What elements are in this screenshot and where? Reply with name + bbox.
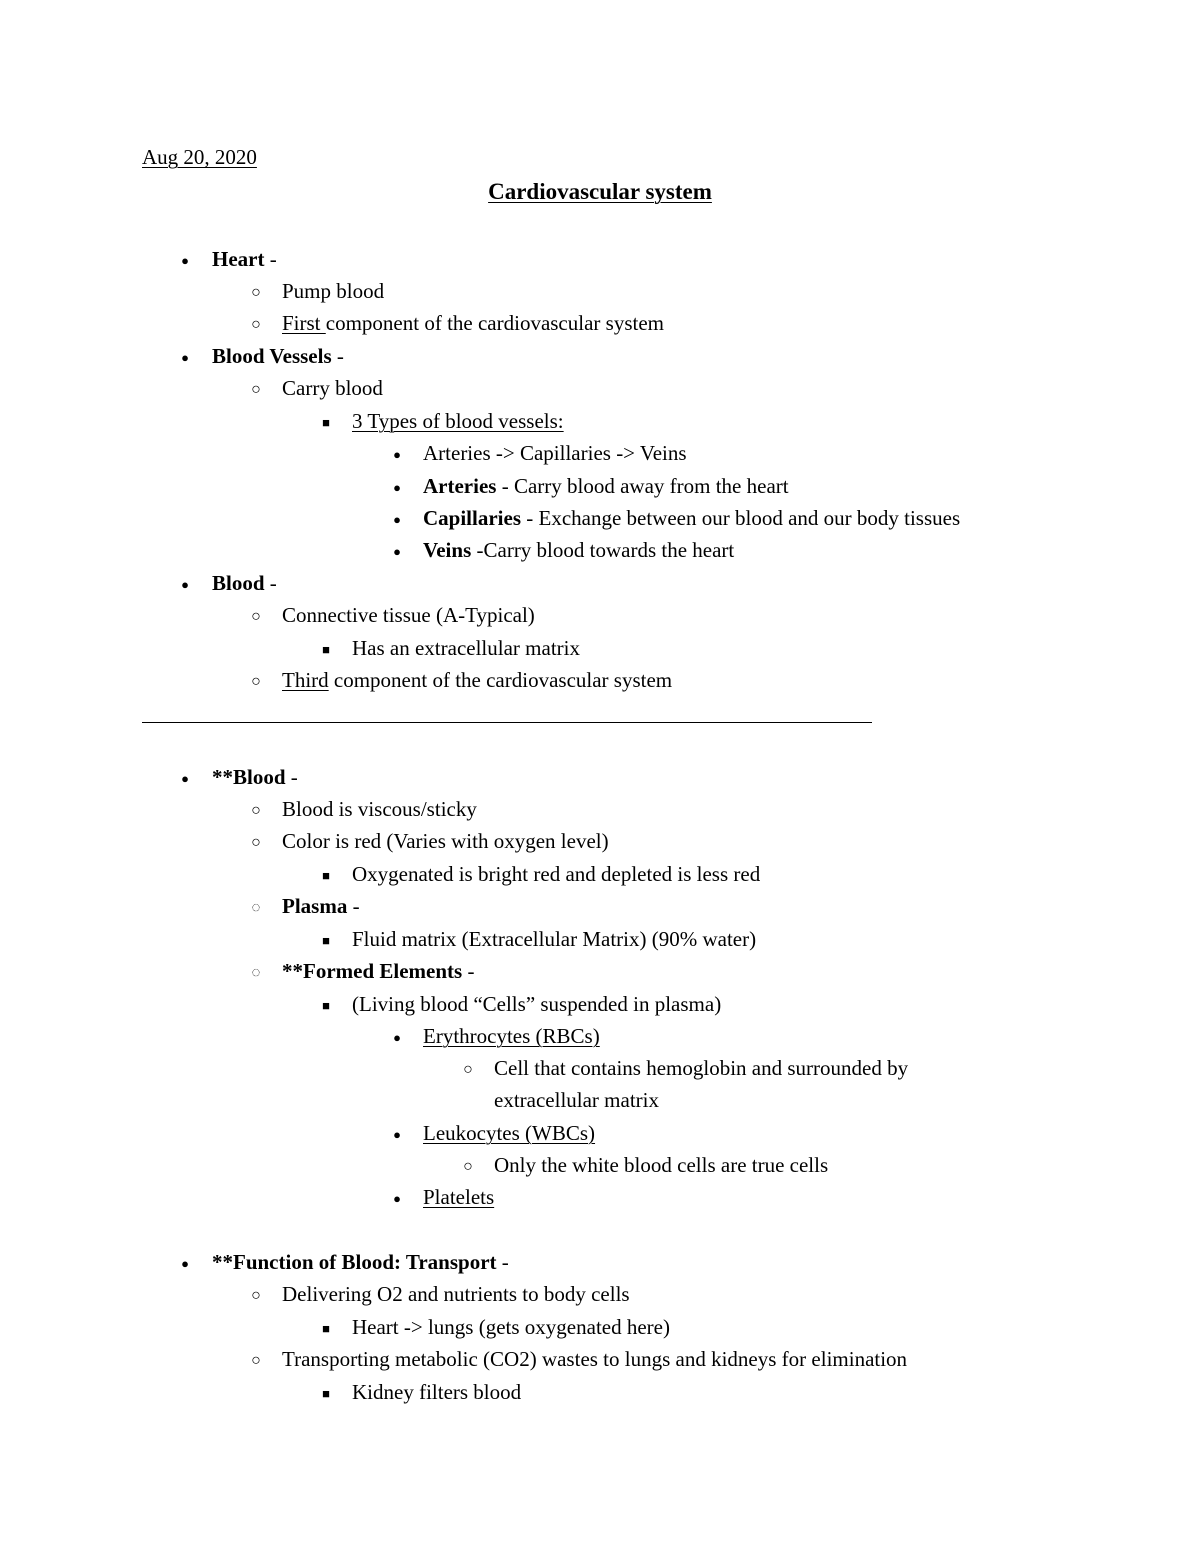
bullet-dotted-circle-icon: [245, 890, 267, 924]
item-text: Carry blood: [282, 376, 383, 400]
bullet-circle-icon: [245, 372, 267, 406]
item-text: [282, 307, 664, 339]
item-text: Color is red (Varies with oxygen level): [282, 829, 609, 853]
term-rest: component of the cardiovascular system: [328, 668, 673, 692]
bold-term: **Blood: [212, 765, 286, 789]
term-rest: -: [264, 571, 277, 595]
bullet-dot-icon: [386, 1117, 408, 1151]
bullet-circle-icon: [245, 825, 267, 859]
bullet-dot-icon: [386, 534, 408, 568]
page-title: Cardiovascular system: [488, 179, 712, 204]
term-rest: -: [462, 959, 475, 983]
item-text: Only the white blood cells are true cells: [494, 1153, 829, 1177]
item-text: [423, 502, 960, 534]
section-divider: [142, 722, 872, 723]
bullet-dot-icon: [386, 502, 408, 536]
bullet-circle-icon: [245, 599, 267, 633]
bullet-dot-icon: [386, 437, 408, 471]
item-text: [423, 534, 734, 566]
bullet-circle-icon: [457, 1149, 479, 1183]
bullet-square-icon: [315, 1376, 337, 1410]
bullet-dot-icon: [174, 567, 196, 601]
item-text: [282, 890, 360, 922]
term-rest: -: [264, 247, 277, 271]
item-text: [212, 340, 344, 372]
bold-term: Blood: [212, 571, 265, 595]
bold-term: Blood Vessels: [212, 344, 332, 368]
term-rest: -: [285, 765, 298, 789]
item-text: Blood is viscous/sticky: [282, 797, 477, 821]
item-text: Kidney filters blood: [352, 1380, 522, 1404]
item-text: Connective tissue (A-Typical): [282, 603, 535, 627]
bullet-circle-icon: [245, 307, 267, 341]
item-text: Heart -> lungs (gets oxygenated here): [352, 1315, 670, 1339]
bullet-circle-icon: [245, 275, 267, 309]
bold-term: Arteries: [423, 474, 497, 498]
bullet-circle-icon: [245, 793, 267, 827]
item-text: (Living blood “Cells” suspended in plasma): [352, 992, 722, 1016]
bullet-dot-icon: [174, 1246, 196, 1280]
bullet-circle-icon: [457, 1052, 479, 1086]
bullet-circle-icon: [245, 1278, 267, 1312]
item-text: [282, 664, 672, 696]
item-text: extracellular matrix: [494, 1088, 659, 1112]
bullet-square-icon: [315, 923, 337, 957]
bullet-square-icon: [315, 858, 337, 892]
bullet-square-icon: [315, 405, 337, 439]
bold-term: Heart: [212, 247, 265, 271]
item-text: Pump blood: [282, 279, 385, 303]
bullet-dot-icon: [174, 761, 196, 795]
bullet-square-icon: [315, 1311, 337, 1345]
item-text: Cell that contains hemoglobin and surrounded by: [494, 1056, 909, 1080]
bullet-dot-icon: [386, 470, 408, 504]
bold-term: **Function of Blood: Transport: [212, 1250, 497, 1274]
bold-term: Veins: [423, 538, 472, 562]
term-rest: component of the cardiovascular system: [325, 311, 664, 335]
term-rest: -: [347, 894, 360, 918]
item-text: [423, 470, 789, 502]
item-text: Fluid matrix (Extracellular Matrix) (90% water): [352, 927, 757, 951]
term-rest: -: [496, 1250, 509, 1274]
item-text: Delivering O2 and nutrients to body cells: [282, 1282, 630, 1306]
term-rest: - Exchange between our blood and our body tissues: [521, 506, 961, 530]
note-date: Aug 20, 2020: [142, 145, 257, 169]
term-rest: -Carry blood towards the heart: [471, 538, 735, 562]
item-text: Platelets: [423, 1185, 495, 1209]
underlined-term: Third: [282, 668, 329, 692]
item-text: Leukocytes (WBCs): [423, 1121, 596, 1145]
item-text: Arteries -> Capillaries -> Veins: [423, 441, 687, 465]
item-text: [212, 243, 277, 275]
item-text: Oxygenated is bright red and depleted is less red: [352, 862, 761, 886]
item-text: Transporting metabolic (CO2) wastes to lungs and kidneys for elimination: [282, 1347, 908, 1371]
bold-term: Capillaries: [423, 506, 521, 530]
term-rest: - Carry blood away from the heart: [496, 474, 789, 498]
item-text: [212, 761, 298, 793]
item-text: [282, 955, 474, 987]
bold-term: **Formed Elements: [282, 959, 463, 983]
item-text: [212, 567, 277, 599]
underlined-term: First: [282, 311, 326, 335]
bullet-circle-icon: [245, 664, 267, 698]
bold-term: Plasma: [282, 894, 348, 918]
bullet-dot-icon: [174, 340, 196, 374]
bullet-dot-icon: [386, 1020, 408, 1054]
bullet-dot-icon: [174, 243, 196, 277]
item-text: Erythrocytes (RBCs): [423, 1024, 600, 1048]
item-text: 3 Types of blood vessels:: [352, 409, 564, 433]
item-text: [212, 1246, 509, 1278]
bullet-circle-icon: [245, 1343, 267, 1377]
bullet-square-icon: [315, 632, 337, 666]
bullet-square-icon: [315, 988, 337, 1022]
item-text: Has an extracellular matrix: [352, 636, 580, 660]
bullet-dot-icon: [386, 1181, 408, 1215]
term-rest: -: [331, 344, 344, 368]
bullet-dotted-circle-icon: [245, 955, 267, 989]
